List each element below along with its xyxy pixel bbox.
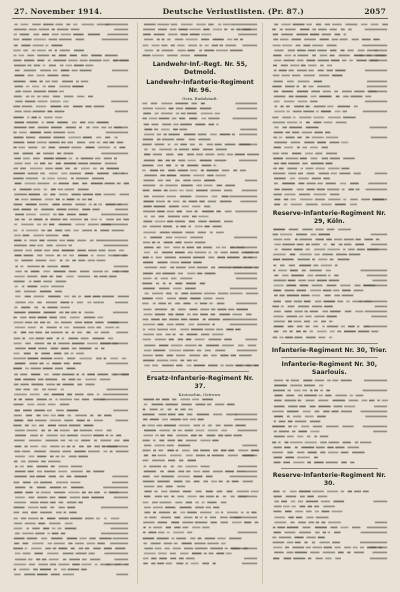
left-column <box>12 22 129 584</box>
middle-top-entries <box>141 22 258 58</box>
illegible-text-texture <box>271 460 388 465</box>
header-date: 27. November 1914. <box>14 6 103 16</box>
divider <box>281 357 378 358</box>
divider <box>151 371 248 372</box>
illegible-text-texture <box>271 202 388 207</box>
right-heading-4: Reserve-Infanterie-Regiment Nr. 30. <box>272 472 386 488</box>
right-heading-1: Reserve-Infanterie-Regiment Nr. 29, Köln. <box>272 210 386 225</box>
header-rule <box>12 18 388 19</box>
illegible-text-texture <box>271 556 388 561</box>
middle-heading-1: Landwehr-Inf.-Regt. Nr. 55, Detmold. <box>152 60 248 76</box>
list-entry-line <box>141 53 258 58</box>
illegible-text-texture <box>12 572 129 577</box>
illegible-text-texture <box>141 561 258 566</box>
illegible-text-texture <box>141 53 258 58</box>
middle-heading-3-sub: Krotoschin, Ostrowo. <box>178 391 222 397</box>
divider <box>281 343 378 344</box>
middle-entries-1 <box>141 101 258 368</box>
text-columns <box>12 22 388 584</box>
right-top-entries <box>271 22 388 207</box>
right-entries-1 <box>271 227 388 340</box>
illegible-text-texture <box>271 335 388 340</box>
middle-heading-3: Ersatz-Infanterie-Regiment Nr. 37. <box>146 375 254 391</box>
divider <box>281 468 378 469</box>
list-entry-line <box>271 202 388 207</box>
right-heading-3: Infanterie-Regiment Nr. 30, Saarlouis. <box>281 361 378 377</box>
right-entries-3 <box>271 489 388 561</box>
list-entry-line <box>271 556 388 561</box>
list-entry-line <box>141 561 258 566</box>
right-entries-2 <box>271 378 388 465</box>
page-header <box>14 5 386 17</box>
header-title: Deutsche Verlustlisten. (Pr. 87.) <box>162 6 304 16</box>
list-entry-line <box>141 363 258 368</box>
list-entry-line <box>271 460 388 465</box>
list-entry-line <box>271 335 388 340</box>
illegible-text-texture <box>141 363 258 368</box>
middle-heading-2-sub: Gera, Rudolstadt. <box>182 95 218 101</box>
middle-column <box>137 22 262 584</box>
list-entry-line <box>12 572 129 577</box>
header-page-number: 2057 <box>364 6 386 16</box>
right-heading-2: Infanterie-Regiment Nr. 30, Trier. <box>271 346 387 354</box>
right-column <box>271 22 388 584</box>
middle-heading-2: Landwehr-Infanterie-Regiment Nr. 96. <box>146 79 254 95</box>
middle-entries-2 <box>141 397 258 567</box>
